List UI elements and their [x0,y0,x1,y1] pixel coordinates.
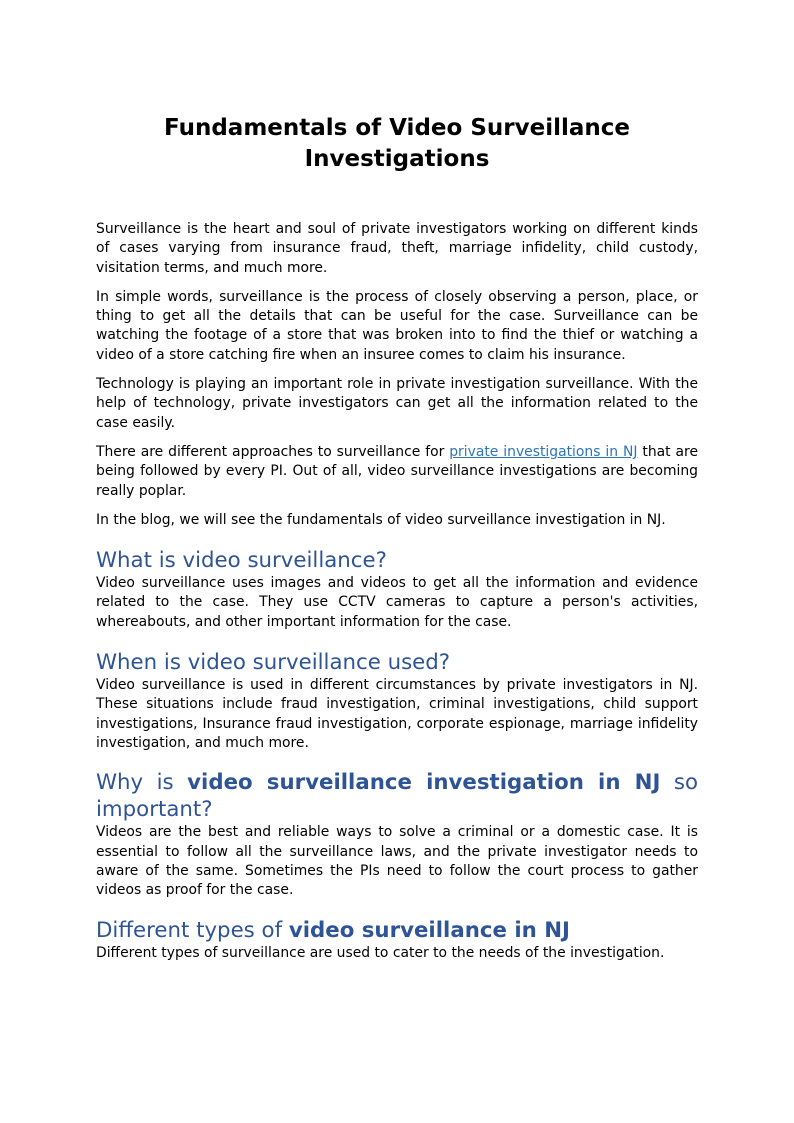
heading-text-start: Why is [96,770,188,796]
heading-text-end: so important? [96,770,698,823]
intro-paragraph-4-start: There are different approaches to surveillance for [96,443,450,460]
intro-paragraph-2: In simple words, surveillance is the process of closely observing a person, place, or thing to get all the details that can be useful for the case. Surveillance can be watching the footage of a store that was broken into to find the thief or watching a video of a store catching fire when an insuree comes to claim his insurance. [96,288,698,363]
private-investigations-nj-link[interactable]: private investigations in NJ [449,443,638,460]
heading-emphasis: video surveillance in NJ [288,918,570,944]
page-title-line-1: Fundamentals of Video Surveillance [164,115,630,141]
intro-paragraph-4 [96,443,698,501]
section-heading [96,769,698,823]
section-when-is-video-surveillance-used [96,649,698,753]
page-title [96,113,698,175]
intro-paragraph-1: Surveillance is the heart and soul of private investigators working on different kinds of cases varying from insurance fraud, theft, marriage infidelity, child custody, visitation terms, and much more. [96,221,698,276]
intro-section [96,220,698,530]
section-heading: What is video surveillance? [96,548,387,574]
intro-paragraph-5: In the blog, we will see the fundamentals of video surveillance investigation in NJ. [96,511,666,528]
intro-paragraph-4-end: that are being followed by every PI. Out of all, video surveillance investigations are becoming really poplar. [96,443,698,499]
section-heading [96,917,698,944]
section-body: Video surveillance uses images and videos to get all the information and evidence related to the case. They use CCTV cameras to capture a person's activities, whereabouts, and other important information for the case. [96,575,698,630]
section-what-is-video-surveillance [96,547,698,632]
document-page [96,0,698,964]
heading-text-start: Different types of [96,918,289,944]
page-title-line-2: Investigations [304,146,490,172]
section-body: Videos are the best and reliable ways to solve a criminal or a domestic case. It is essential to follow all the surveillance laws, and the private investigator needs to aware of the same. Sometimes the PIs need to follow the court process to gather videos as proof for the case. [96,824,698,899]
section-different-types [96,917,698,963]
section-body: Different types of surveillance are used to cater to the needs of the investigation. [96,945,665,962]
intro-paragraph-3: Technology is playing an important role in private investigation surveillance. With the help of technology, private investigators can get all the information related to the case easily. [96,376,698,431]
section-why-important [96,769,698,900]
heading-emphasis: video surveillance investigation in NJ [187,770,661,796]
section-heading: When is video surveillance used? [96,650,451,676]
section-body: Video surveillance is used in different circumstances by private investigators in NJ. These situations include fraud investigation, criminal investigations, child support investigations, Insurance fraud investigation, corporate espionage, marriage infidelity investigation, and much more. [96,677,698,751]
